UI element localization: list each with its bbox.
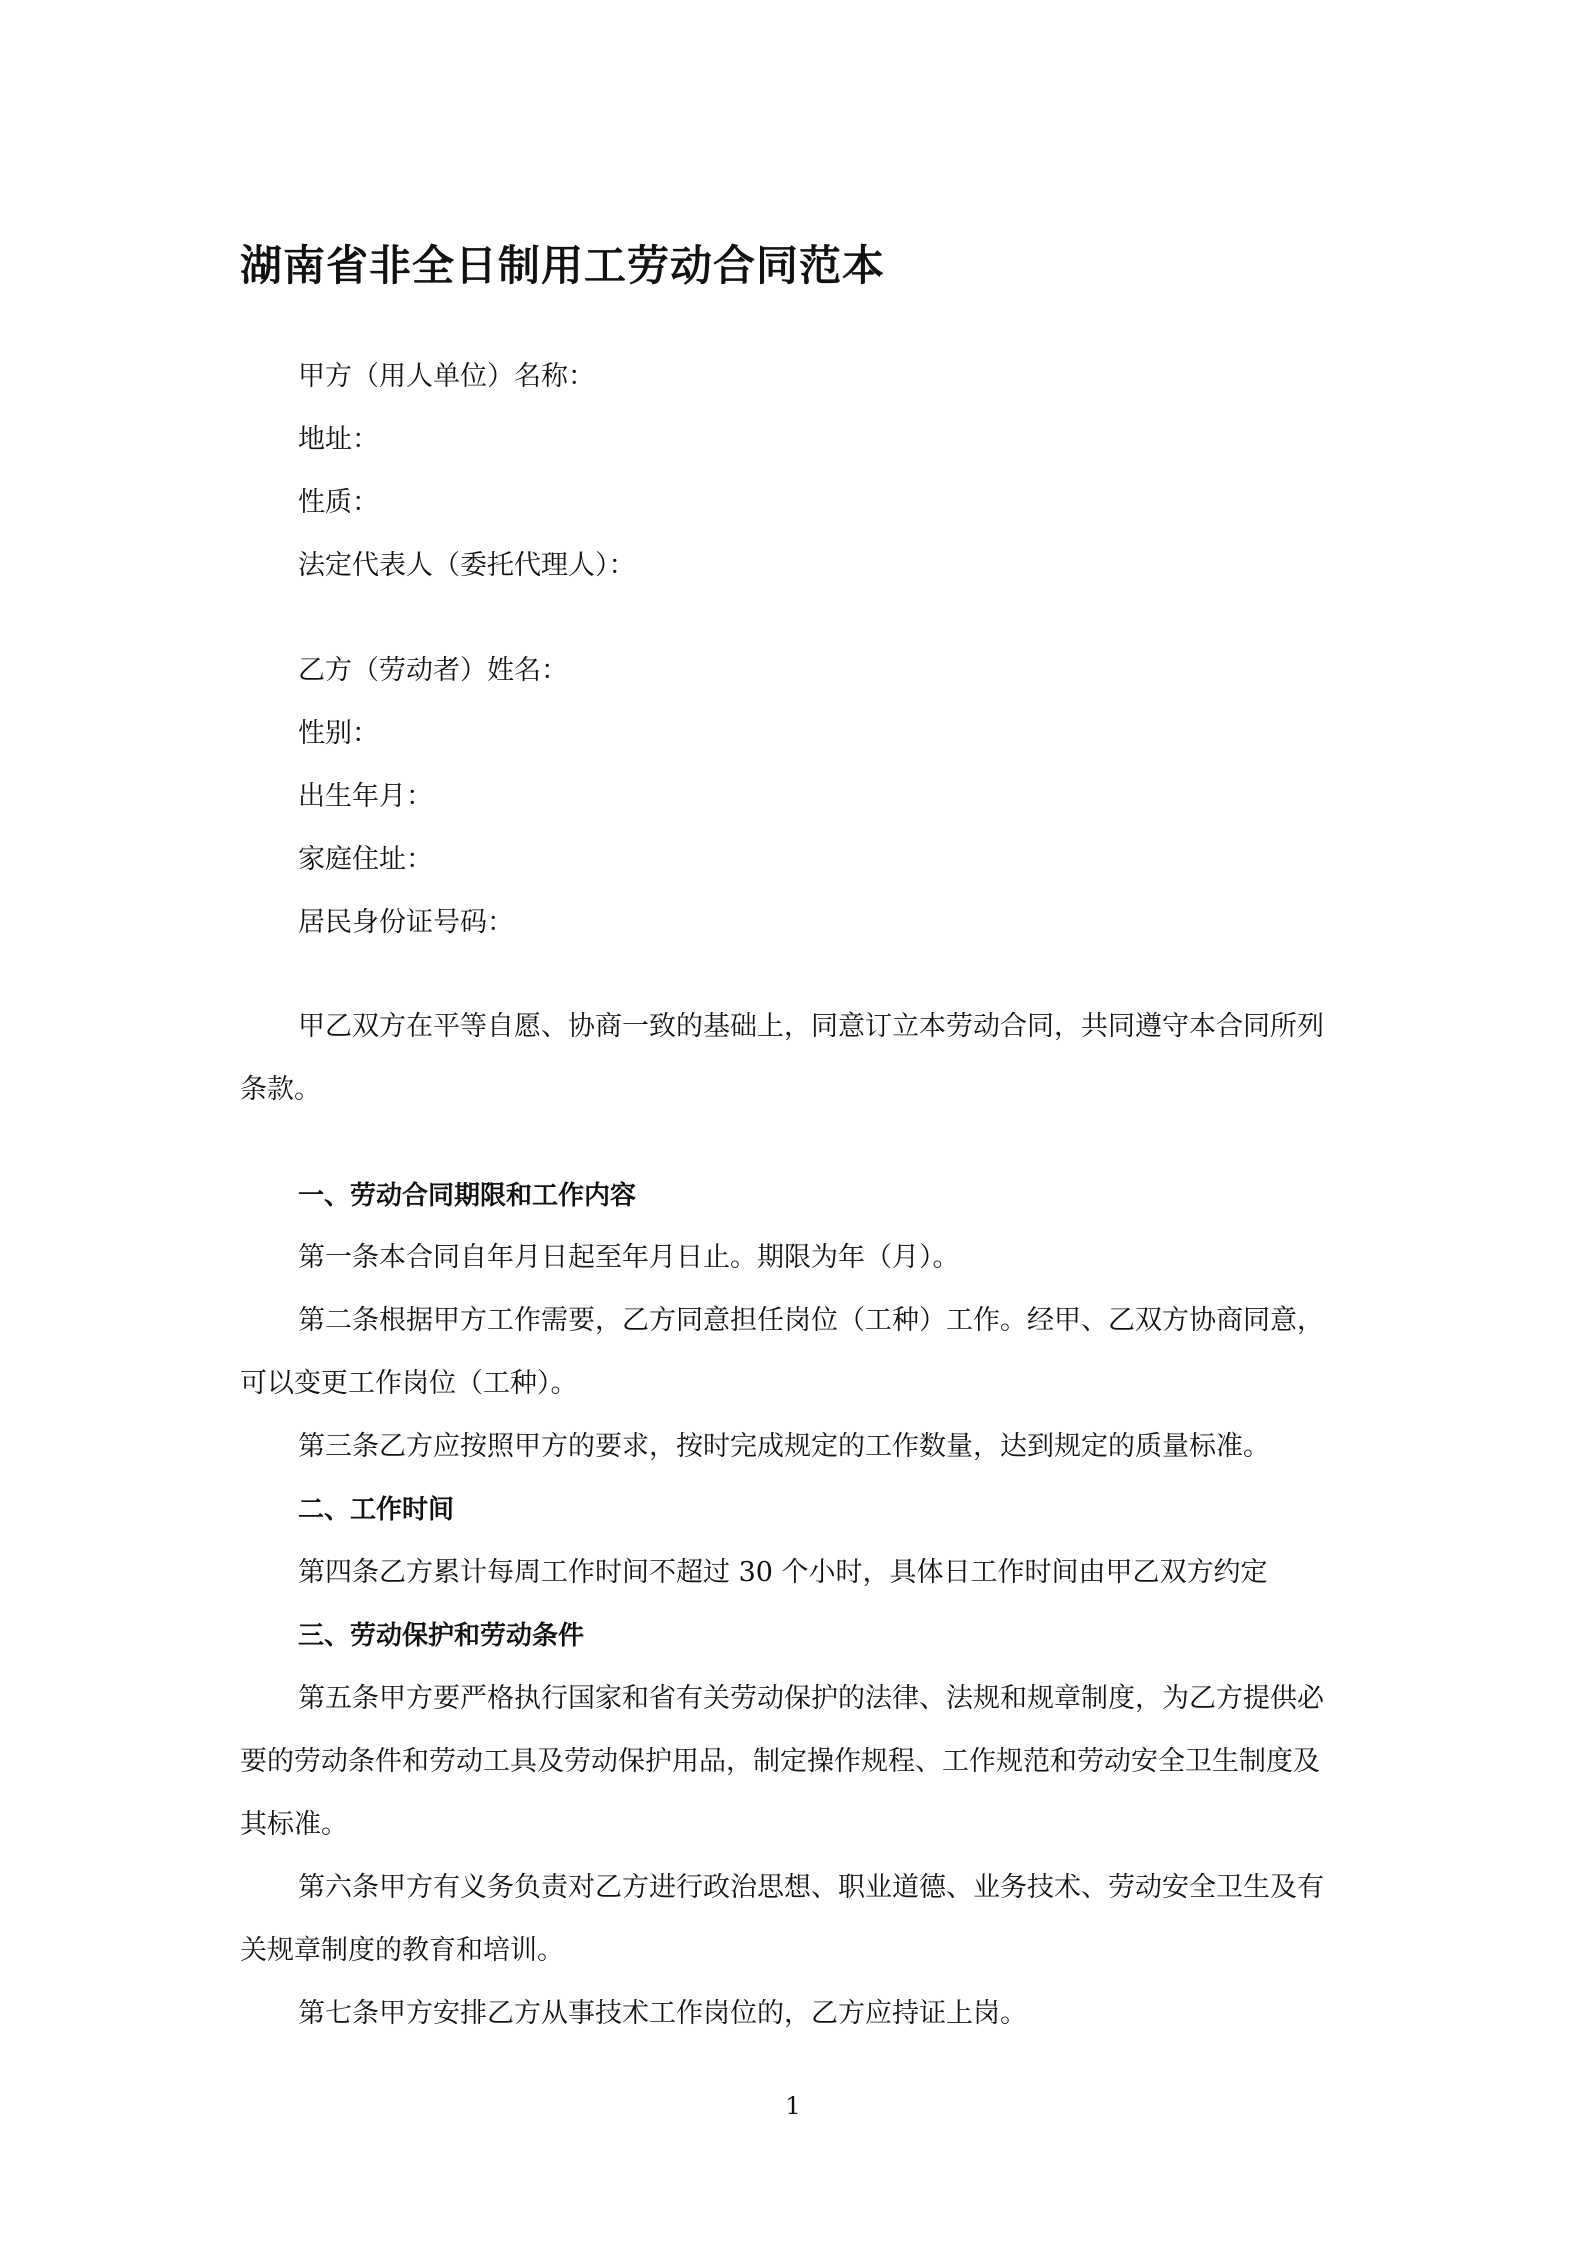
party-b-name-label: 乙方（劳动者）姓名：: [298, 655, 568, 686]
document-title: 湖南省非全日制用工劳动合同范本: [240, 241, 886, 290]
article-4: 第四条乙方累计每周工作时间不超过 30 个小时，具体日工作时间由甲乙双方约定: [298, 1557, 1268, 1588]
article-2-line-1: 第二条根据甲方工作需要，乙方同意担任岗位（工种）工作。经甲、乙双方协商同意，: [298, 1305, 1324, 1336]
section-2-heading: 二、工作时间: [298, 1495, 455, 1525]
article-1: 第一条本合同自年月日起至年月日止。期限为年（月）。: [298, 1242, 960, 1273]
party-a-address-label: 地址：: [298, 424, 379, 455]
party-b-gender-label: 性别：: [298, 718, 379, 749]
preamble-line-1: 甲乙双方在平等自愿、协商一致的基础上，同意订立本劳动合同，共同遵守本合同所列: [298, 1011, 1324, 1042]
party-b-id-number-label: 居民身份证号码：: [298, 907, 514, 938]
article-7: 第七条甲方安排乙方从事技术工作岗位的，乙方应持证上岗。: [298, 1998, 1027, 2029]
article-5-line-3: 其标准。: [240, 1809, 348, 1840]
page-number: 1: [785, 2092, 801, 2120]
article-6-line-2: 关规章制度的教育和培训。: [240, 1935, 564, 1966]
preamble-line-2: 条款。: [240, 1074, 321, 1105]
article-3: 第三条乙方应按照甲方的要求，按时完成规定的工作数量，达到规定的质量标准。: [298, 1431, 1270, 1462]
article-5-line-2: 要的劳动条件和劳动工具及劳动保护用品，制定操作规程、工作规范和劳动安全卫生制度及: [240, 1746, 1320, 1777]
article-6-line-1: 第六条甲方有义务负责对乙方进行政治思想、职业道德、业务技术、劳动安全卫生及有: [298, 1872, 1324, 1903]
party-a-nature-label: 性质：: [298, 487, 379, 518]
party-b-home-address-label: 家庭住址：: [298, 844, 433, 875]
party-a-representative-label: 法定代表人（委托代理人）：: [298, 550, 636, 581]
section-3-heading: 三、劳动保护和劳动条件: [298, 1621, 585, 1651]
article-5-line-1: 第五条甲方要严格执行国家和省有关劳动保护的法律、法规和规章制度，为乙方提供必: [298, 1683, 1324, 1714]
section-1-heading: 一、劳动合同期限和工作内容: [298, 1181, 637, 1211]
party-b-birth-label: 出生年月：: [298, 781, 433, 812]
party-a-name-label: 甲方（用人单位）名称：: [298, 361, 595, 392]
article-2-line-2: 可以变更工作岗位（工种）。: [240, 1368, 578, 1399]
